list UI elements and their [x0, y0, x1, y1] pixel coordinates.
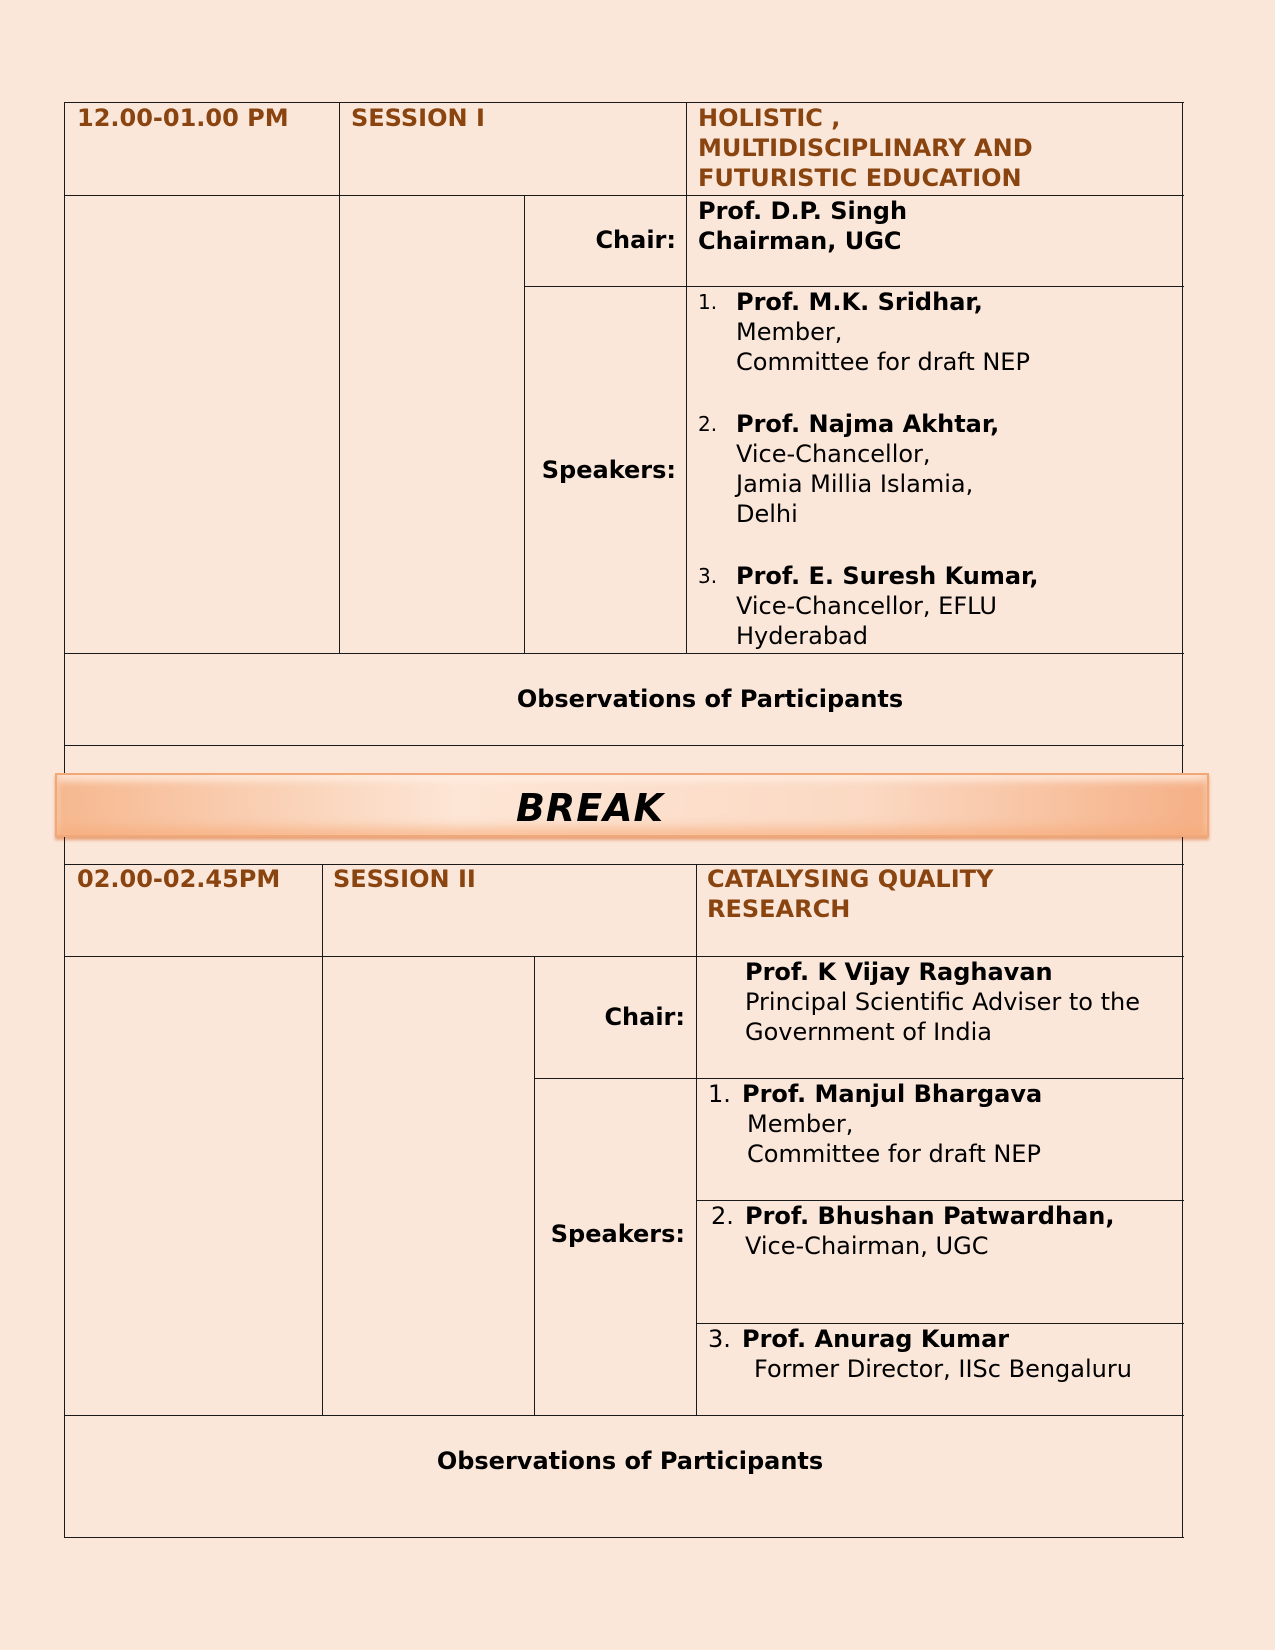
speaker-number: 3.: [708, 1325, 731, 1353]
speaker-number: 2.: [711, 1202, 734, 1230]
table-border: [64, 653, 1184, 654]
table-border: [64, 745, 1184, 746]
chair-role: Chairman, UGC: [698, 227, 902, 255]
table-border: [64, 1537, 1184, 1538]
session1-chair: [698, 196, 907, 256]
speaker-detail: Member,: [736, 318, 843, 346]
speaker-detail: Former Director, IISc Bengaluru: [754, 1355, 1132, 1383]
speaker-detail: Vice-Chairman, UGC: [745, 1232, 989, 1260]
table-border: [696, 864, 697, 1415]
session2-observations: Observations of Participants: [436, 1447, 824, 1475]
speaker-name: Prof. E. Suresh Kumar,: [736, 562, 1039, 590]
theme-line: FUTURISTIC EDUCATION: [698, 164, 1022, 192]
theme-line: MULTIDISCIPLINARY AND: [698, 134, 1033, 162]
table-border: [64, 102, 65, 773]
session1-observations: Observations of Participants: [516, 685, 904, 713]
chair-role: Government of India: [745, 1018, 992, 1046]
session1-speaker-2: [698, 409, 999, 529]
chair-name: Prof. K Vijay Raghavan: [745, 958, 1053, 986]
speaker-detail: Vice-Chancellor,: [736, 440, 931, 468]
table-border: [64, 1415, 1184, 1416]
speaker-name: Prof. Najma Akhtar,: [736, 410, 1000, 438]
chair-name: Prof. D.P. Singh: [698, 197, 908, 225]
speaker-name: Prof. M.K. Sridhar,: [736, 288, 983, 316]
chair-role: Principal Scientific Adviser to the: [745, 988, 1140, 1016]
theme-line: CATALYSING QUALITY: [707, 865, 994, 893]
table-border: [1182, 837, 1183, 864]
speaker-detail: Committee for draft NEP: [747, 1140, 1041, 1168]
table-border: [686, 102, 687, 653]
speaker-number: 3.: [698, 564, 718, 588]
speaker-detail: Vice-Chancellor, EFLU: [736, 592, 997, 620]
theme-line: RESEARCH: [707, 895, 851, 923]
session2-title: SESSION II: [333, 865, 476, 893]
table-border: [534, 956, 535, 1415]
chair-label: Chair:: [595, 226, 676, 254]
break-label: BREAK: [515, 786, 665, 830]
speaker-name: Prof. Anurag Kumar: [742, 1325, 1010, 1353]
speaker-number: 1.: [698, 290, 718, 314]
session1-speaker-3: [698, 561, 1038, 651]
speakers-label: Speakers:: [550, 1220, 685, 1248]
speaker-detail: Member,: [747, 1110, 854, 1138]
speaker-number: 1.: [708, 1080, 731, 1108]
session2-speaker-3: [708, 1324, 1132, 1384]
table-border: [322, 864, 323, 1415]
speaker-detail: Jamia Millia Islamia,: [736, 470, 974, 498]
table-border: [64, 837, 65, 864]
table-border: [64, 864, 65, 1537]
table-border: [339, 102, 340, 653]
session1-theme: [698, 103, 1033, 193]
table-border: [524, 195, 525, 653]
session2-speaker-1: [708, 1079, 1042, 1169]
table-border: [1182, 864, 1183, 1537]
speaker-detail: Hyderabad: [736, 622, 868, 650]
session1-title: SESSION I: [351, 104, 485, 132]
speaker-name: Prof. Manjul Bhargava: [742, 1080, 1043, 1108]
speaker-detail: Committee for draft NEP: [736, 348, 1030, 376]
session2-speaker-2: [711, 1201, 1114, 1261]
speakers-label: Speakers:: [541, 456, 676, 484]
session2-time: 02.00-02.45PM: [77, 865, 281, 893]
session1-speaker-1: [698, 287, 1030, 377]
chair-label: Chair:: [604, 1003, 685, 1031]
speaker-name: Prof. Bhushan Patwardhan,: [745, 1202, 1115, 1230]
theme-line: HOLISTIC ,: [698, 104, 841, 132]
speaker-number: 2.: [698, 412, 718, 436]
speaker-detail: Delhi: [736, 500, 798, 528]
session2-theme: [707, 864, 993, 924]
session2-chair: [745, 957, 1140, 1047]
table-border: [64, 195, 1184, 196]
table-border: [1182, 102, 1183, 773]
session1-time: 12.00-01.00 PM: [77, 104, 289, 132]
